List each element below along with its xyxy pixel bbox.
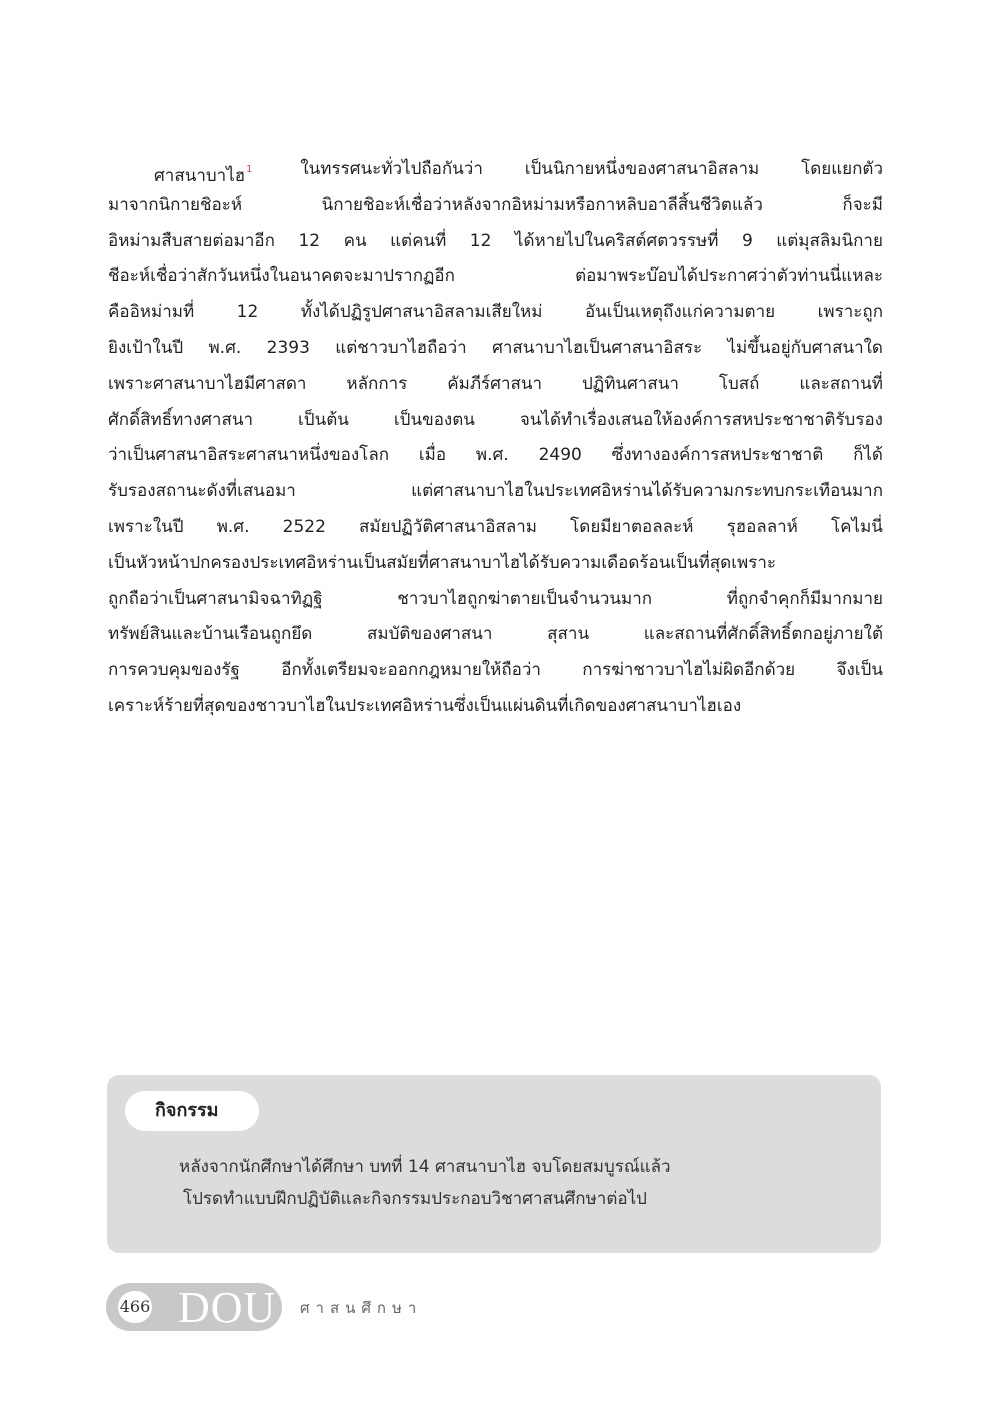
word: การฆ่าชาวบาไฮไม่ผิดอีกด้วย — [582, 660, 796, 681]
word: ต่อมาพระบ๊อบได้ประกาศว่าตัวท่านนี่แหละ — [575, 266, 883, 287]
paragraph-line — [108, 474, 883, 510]
word: สุสาน — [547, 624, 590, 645]
word: โบสถ์ — [718, 373, 760, 394]
word: จนได้ทำเรื่องเสนอให้องค์การสหประชาชาติรับรอง — [519, 409, 883, 430]
footer-badge — [106, 1283, 282, 1331]
word: คน — [343, 230, 367, 251]
word: ที่ถูกจำคุกก็มีมากมาย — [726, 588, 883, 609]
word: เป็นหัวหน้าปกครองประเทศอิหร่านเป็นสมัยที่ศาสนาบาไฮได้รับความเดือดร้อนเป็นที่สุดเพราะ — [108, 552, 777, 573]
word: 2522 — [282, 516, 326, 537]
paragraph-line — [108, 259, 883, 295]
word: เพราะศาสนาบาไฮมีศาสดา — [108, 373, 307, 394]
body-paragraph — [108, 152, 883, 725]
word: เป็นนิกายหนึ่งของศาสนาอิสลาม — [524, 159, 760, 179]
word: เป็นของตน — [393, 409, 475, 430]
footer-book-title: ศาสนศึกษา — [300, 1299, 423, 1317]
paragraph-line — [108, 510, 883, 546]
word: จึงเป็น — [836, 660, 883, 681]
activity-line-2: โปรดทำแบบฝึกปฏิบัติและกิจกรรมประกอบวิชาศาสนศึกษาต่อไป — [183, 1189, 647, 1209]
word: โคไมนี่ — [831, 516, 883, 537]
paragraph-line — [108, 188, 883, 224]
word: และสถานที่ — [799, 373, 883, 394]
word: แต่คนที่ — [390, 230, 447, 251]
word: และสถานที่ศักดิ์สิทธิ์ตกอยู่ภายใต้ — [643, 624, 883, 645]
word: เพราะในปี — [108, 516, 184, 537]
paragraph-line — [108, 438, 883, 474]
word: อันเป็นเหตุถึงแก่ความตาย — [584, 302, 776, 323]
word: หลักการ — [346, 373, 408, 394]
word: เคราะห์ร้ายที่สุดของชาวบาไฮในประเทศอิหร่านซึ่งเป็นแผ่นดินที่เกิดของศาสนาบาไฮเอง — [108, 695, 742, 716]
word: พ.ศ. — [208, 337, 242, 358]
word: อีกทั้งเตรียมจะออกกฎหมายให้ถือว่า — [281, 660, 541, 681]
paragraph-line — [108, 653, 883, 689]
word: ชีอะห์เชื่อว่าสักวันหนึ่งในอนาคตจะมาปรากฏอีก — [108, 266, 455, 287]
word: ก็จะมี — [842, 194, 883, 215]
word: 9 — [741, 230, 753, 251]
dou-logo: DOU — [178, 1283, 277, 1332]
word: ชาวบาไฮถูกฆ่าตายเป็นจำนวนมาก — [397, 588, 653, 609]
word: ได้หายไปในคริสต์ศตวรรษที่ — [514, 230, 719, 251]
word: อิหม่ามสืบสายต่อมาอีก — [108, 230, 275, 251]
word: 2490 — [538, 445, 582, 466]
paragraph-line — [108, 582, 883, 618]
paragraph-line — [108, 689, 883, 725]
word: 12 — [469, 230, 492, 251]
word: คัมภีร์ศาสนา — [447, 373, 543, 394]
word: โดยแยกตัว — [801, 159, 883, 179]
word: แต่ศาสนาบาไฮในประเทศอิหร่านได้รับความกระทบกระเทือนมาก — [411, 481, 883, 502]
word: ว่าเป็นศาสนาอิสระศาสนาหนึ่งของโลก — [108, 445, 390, 466]
activity-box — [107, 1075, 881, 1253]
word: ก็ได้ — [853, 445, 883, 466]
word: คืออิหม่ามที่ — [108, 302, 195, 323]
word: มาจากนิกายชิอะห์ — [108, 194, 243, 215]
word: พ.ศ. — [216, 516, 250, 537]
word: 12 — [236, 302, 259, 323]
word: ศักดิ์สิทธิ์ทางศาสนา — [108, 409, 254, 430]
word: พ.ศ. — [475, 445, 509, 466]
word: ปฏิทินศาสนา — [581, 373, 679, 394]
word: เพราะถูก — [817, 302, 883, 323]
word: นิกายชิอะห์เชื่อว่าหลังจากอิหม่ามหรือกาหลิบอาลีสิ้นชีวิตแล้ว — [321, 194, 763, 215]
word: ไม่ขึ้นอยู่กับศาสนาใด — [727, 337, 883, 358]
word: สมัยปฏิวัติศาสนาอิสลาม — [359, 516, 538, 537]
word: ในทรรศนะทั่วไปถือกันว่า — [300, 159, 483, 179]
paragraph-line — [108, 295, 883, 331]
word: รุฮอลลาห์ — [726, 516, 798, 537]
word: 2393 — [266, 337, 310, 358]
paragraph-line — [108, 152, 883, 188]
word: ถูกถือว่าเป็นศาสนามิจฉาทิฏฐิ — [108, 588, 323, 609]
word: สมบัติของศาสนา — [367, 624, 493, 645]
page-number: 466 — [118, 1291, 152, 1323]
word: ซึ่งทางองค์การสหประชาชาติ — [611, 445, 824, 466]
paragraph-line — [108, 617, 883, 653]
word: เป็นต้น — [297, 409, 349, 430]
footnote-marker: 1 — [246, 164, 253, 175]
paragraph-line — [108, 403, 883, 439]
paragraph-line — [108, 331, 883, 367]
paragraph-line — [108, 224, 883, 260]
word: ยิงเป้าในปี — [108, 337, 184, 358]
word: ศาสนาบาไฮ$^1$ — [154, 164, 253, 186]
word: ทั้งได้ปฏิรูปศาสนาอิสลามเสียใหม่ — [300, 302, 543, 323]
word: โดยมียาตอลละห์ — [570, 516, 694, 537]
word: 12 — [298, 230, 321, 251]
word: ทรัพย์สินและบ้านเรือนถูกยึด — [108, 624, 313, 645]
word: เมื่อ — [418, 445, 447, 466]
paragraph-line — [108, 367, 883, 403]
word: แต่มุสลิมนิกาย — [776, 230, 883, 251]
paragraph-line — [108, 546, 883, 582]
word: ศาสนาบาไฮเป็นศาสนาอิสระ — [492, 337, 703, 358]
activity-line-1: หลังจากนักศึกษาได้ศึกษา บทที่ 14 ศาสนาบาไฮ จบโดยสมบูรณ์แล้ว — [179, 1157, 671, 1177]
word: การควบคุมของรัฐ — [108, 660, 240, 681]
word: แต่ชาวบาไฮถือว่า — [335, 337, 467, 358]
word: รับรองสถานะดังที่เสนอมา — [108, 481, 296, 502]
activity-title: กิจกรรม — [125, 1091, 259, 1131]
